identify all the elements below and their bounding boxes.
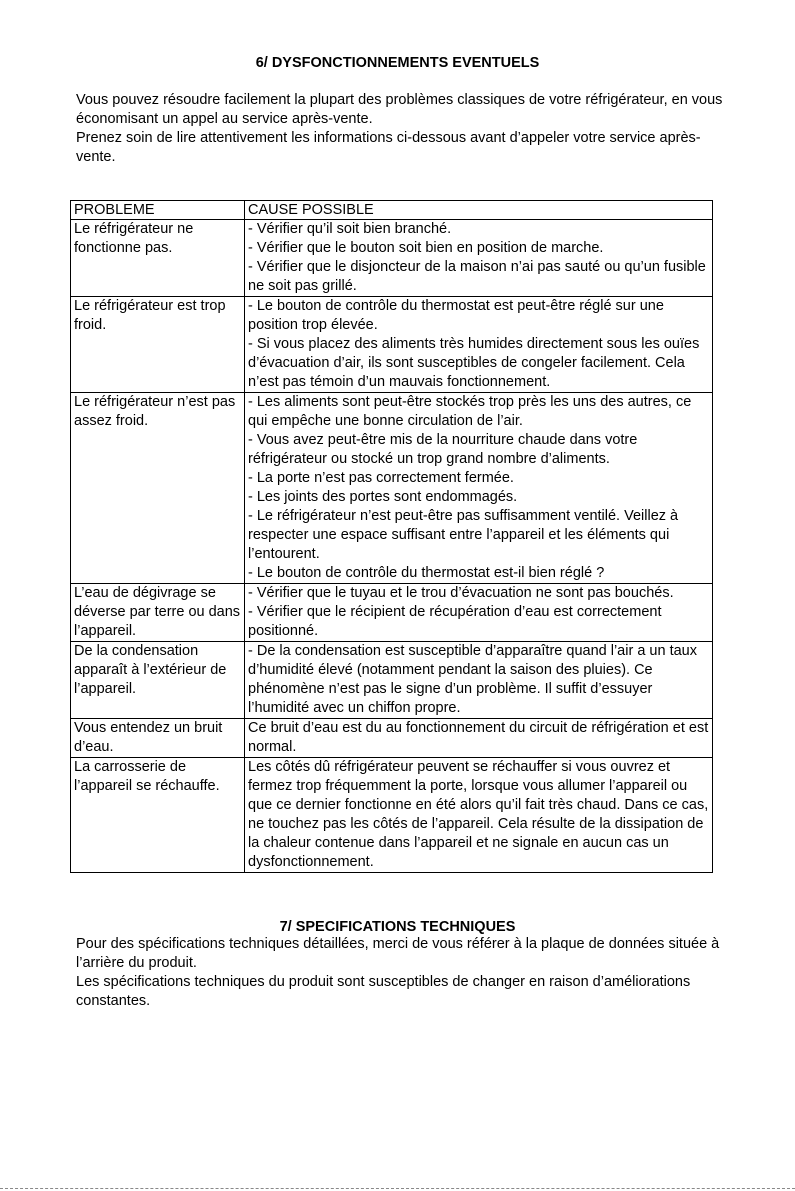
cause-cell [245,220,713,297]
cause-line: - Les joints des portes sont endommagés. [248,489,518,505]
table-row [71,393,713,584]
cause-line: - Vous avez peut-être mis de la nourriture chaude dans votre réfrigérateur ou stocké un trop grand nombre d’aliments. [248,432,638,467]
troubleshooting-table [70,200,713,873]
page-bottom-border [0,1188,795,1189]
cause-line: - De la condensation est susceptible d’apparaître quand l’air a un taux d’humidité élevé (notamment pendant la saison des pluies). Ce phénomène n’est pas le signe d’un problème. Il suffit d’essuyer l’humidité avec un chiffon propre. [248,643,697,716]
cause-line: - Le bouton de contrôle du thermostat est-il bien réglé ? [248,565,605,581]
cause-cell [245,393,713,584]
section-7-body [76,935,736,1011]
table-row [71,719,713,758]
header-problem: PROBLEME [71,201,245,220]
cause-line: - Vérifier que le disjoncteur de la maison n’ai pas sauté ou qu’un fusible ne soit pas grillé. [248,259,706,294]
cause-cell [245,297,713,393]
header-cause: CAUSE POSSIBLE [245,201,713,220]
specs-paragraph-1: Pour des spécifications techniques détaillées, merci de vous référer à la plaque de données située à l’arrière du produit. [76,936,720,971]
cause-line: Ce bruit d’eau est du au fonctionnement du circuit de réfrigération et est normal. [248,720,709,755]
cause-cell [245,642,713,719]
problem-cell: Le réfrigérateur n’est pas assez froid. [71,393,245,584]
problem-cell: Vous entendez un bruit d’eau. [71,719,245,758]
problem-cell: Le réfrigérateur ne fonctionne pas. [71,220,245,297]
problem-cell: Le réfrigérateur est trop froid. [71,297,245,393]
problem-cell: De la condensation apparaît à l’extérieur de l’appareil. [71,642,245,719]
cause-line: - Si vous placez des aliments très humides directement sous les ouïes d’évacuation d’air, ils sont susceptibles de congeler facilement. Cela n’est pas témoin d’un mauvais fonctionnement. [248,336,700,390]
table-row [71,642,713,719]
cause-line: - Vérifier que le bouton soit bien en position de marche. [248,240,604,256]
cause-line: Les côtés dû réfrigérateur peuvent se réchauffer si vous ouvrez et fermez trop fréquemment la porte, lorsque vous allumer l’appareil ou que ce dernier fonctionne en été alors qu’il fait très chaud. Dans ce cas, ne touchez pas les côtés de l’appareil. Cela résulte de la dissipation de la chaleur contenue dans l’appareil et ne signale en aucun cas un dysfonctionnement. [248,759,709,870]
section-7-title: 7/ SPECIFICATIONS TECHNIQUES [279,919,516,935]
problem-cell: La carrosserie de l’appareil se réchauffe. [71,758,245,873]
table-row [71,220,713,297]
problem-cell: L’eau de dégivrage se déverse par terre ou dans l’appareil. [71,584,245,642]
table-row [71,758,713,873]
cause-line: - Vérifier que le tuyau et le trou d’évacuation ne sont pas bouchés. [248,585,674,601]
table-row [71,584,713,642]
cause-line: - Le bouton de contrôle du thermostat est peut-être réglé sur une position trop élevée. [248,298,664,333]
table-header-row [71,201,713,220]
cause-line: - La porte n’est pas correctement fermée. [248,470,514,486]
section-6-intro [76,91,736,167]
cause-line: - Le réfrigérateur n’est peut-être pas suffisamment ventilé. Veillez à respecter une espace suffisant entre l’appareil et les éléments qui l’entourent. [248,508,679,562]
specs-paragraph-2: Les spécifications techniques du produit sont susceptibles de changer en raison d’améliorations constantes. [76,974,691,1009]
table-row [71,297,713,393]
cause-line: - Vérifier qu’il soit bien branché. [248,221,452,237]
intro-paragraph-1: Vous pouvez résoudre facilement la plupart des problèmes classiques de votre réfrigérateur, en vous économisant un appel au service après-vente. [76,92,723,127]
cause-line: - Les aliments sont peut-être stockés trop près les uns des autres, ce qui empêche une bonne circulation de l’air. [248,394,692,429]
cause-cell [245,584,713,642]
intro-paragraph-2: Prenez soin de lire attentivement les informations ci-dessous avant d’appeler votre service après-vente. [76,130,701,165]
section-6-title: 6/ DYSFONCTIONNEMENTS EVENTUELS [255,55,540,71]
cause-cell [245,719,713,758]
cause-line: - Vérifier que le récipient de récupération d’eau est correctement positionné. [248,604,662,639]
cause-cell [245,758,713,873]
